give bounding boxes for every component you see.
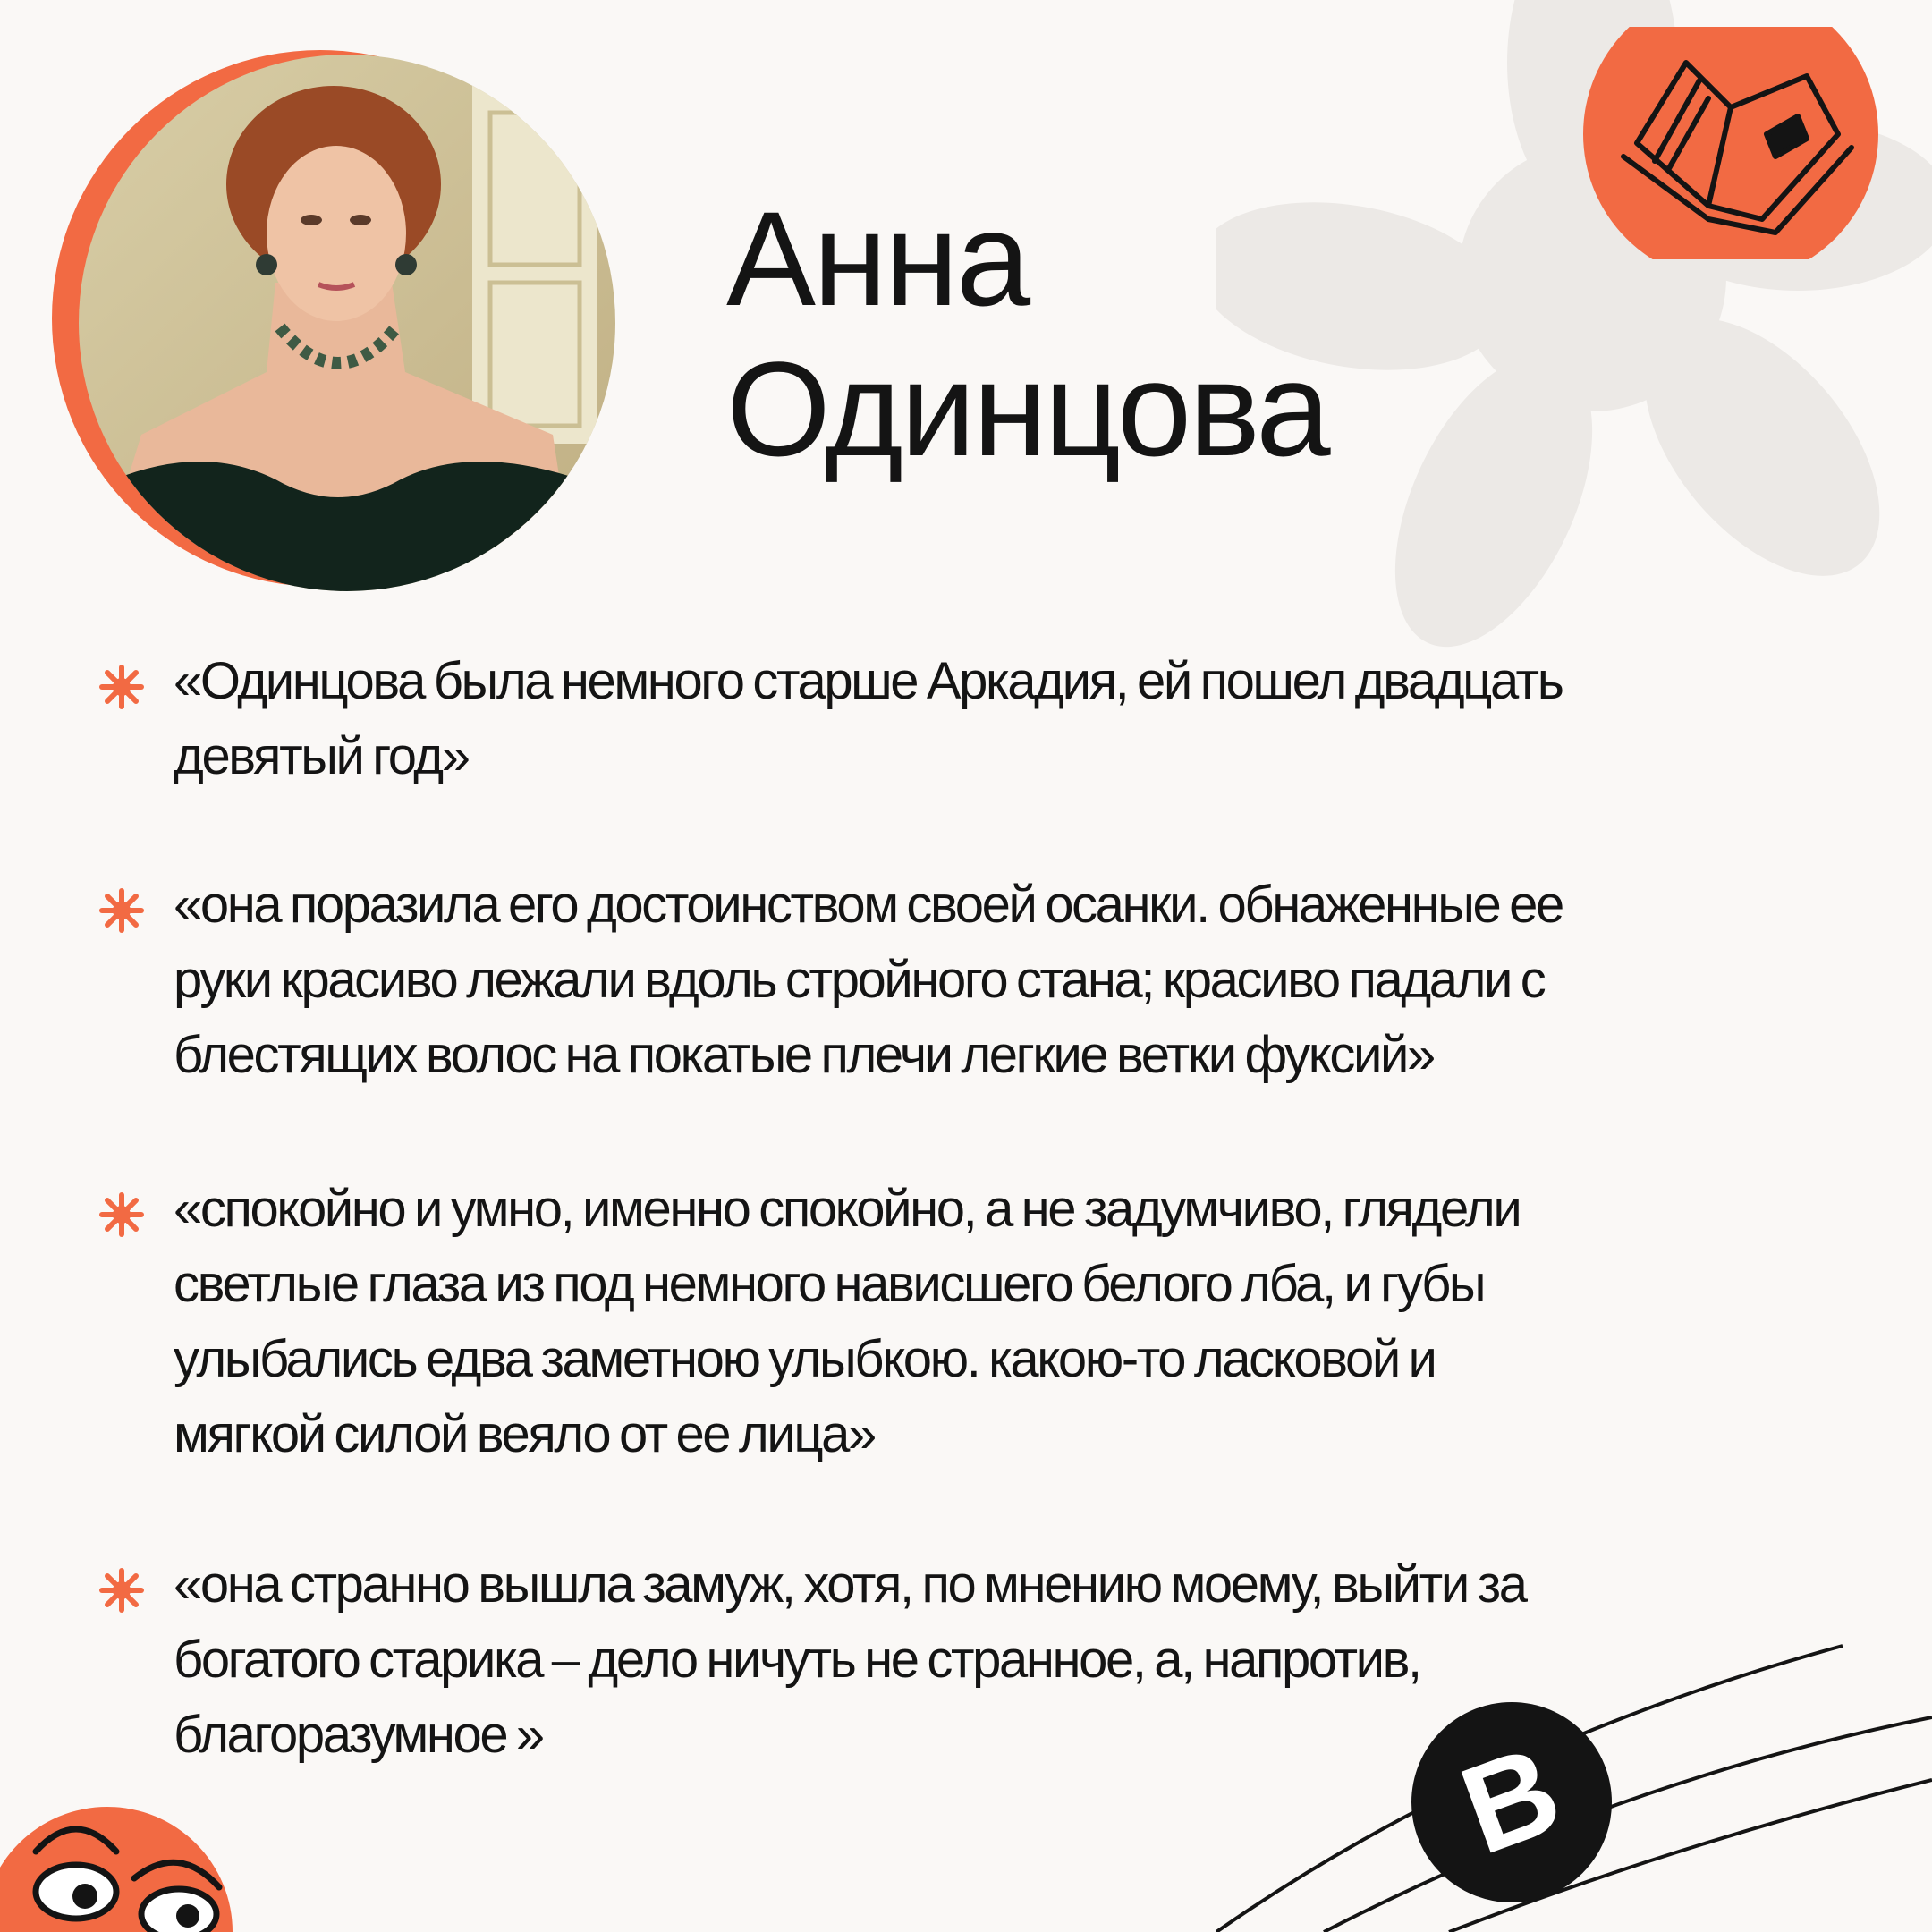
title-last-name: Одинцова [726, 334, 1328, 484]
quote-text: «спокойно и умно, именно спокойно, а не задумчиво, глядели светлые глаза из под немного нависшего белого лба, и губы улыбались едва заметною улыбкою. какою-то ласковой и мягкой силой веяло от ее лица» [174, 1180, 1521, 1463]
svg-text:B: B [1444, 1717, 1578, 1881]
open-book-icon [1583, 27, 1878, 259]
quote-text: «она поразила его достоинством своей осанки. обнаженные ее руки красиво лежали вдоль стройного стана; красиво падали с блестящих волос на покатые плечи легкие ветки фуксий» [174, 876, 1563, 1084]
asterisk-star-icon [98, 664, 145, 710]
quote-text: «она странно вышла замуж, хотя, по мнению моему, выйти за богатого старика – дело ничуть не странное, а, напротив, благоразумное » [174, 1555, 1526, 1764]
title-first-name: Анна [726, 183, 1029, 334]
eyes-icon [0, 1753, 242, 1932]
asterisk-star-icon [98, 887, 145, 934]
page-title [726, 183, 1328, 484]
portrait-photo [52, 50, 624, 596]
quote-text: «Одинцова была немного старше Аркадия, ей пошел двадцать девятый год» [174, 652, 1563, 785]
asterisk-star-icon [98, 1567, 145, 1614]
letter-b-logo [1216, 1637, 1932, 1932]
asterisk-star-icon [98, 1191, 145, 1238]
